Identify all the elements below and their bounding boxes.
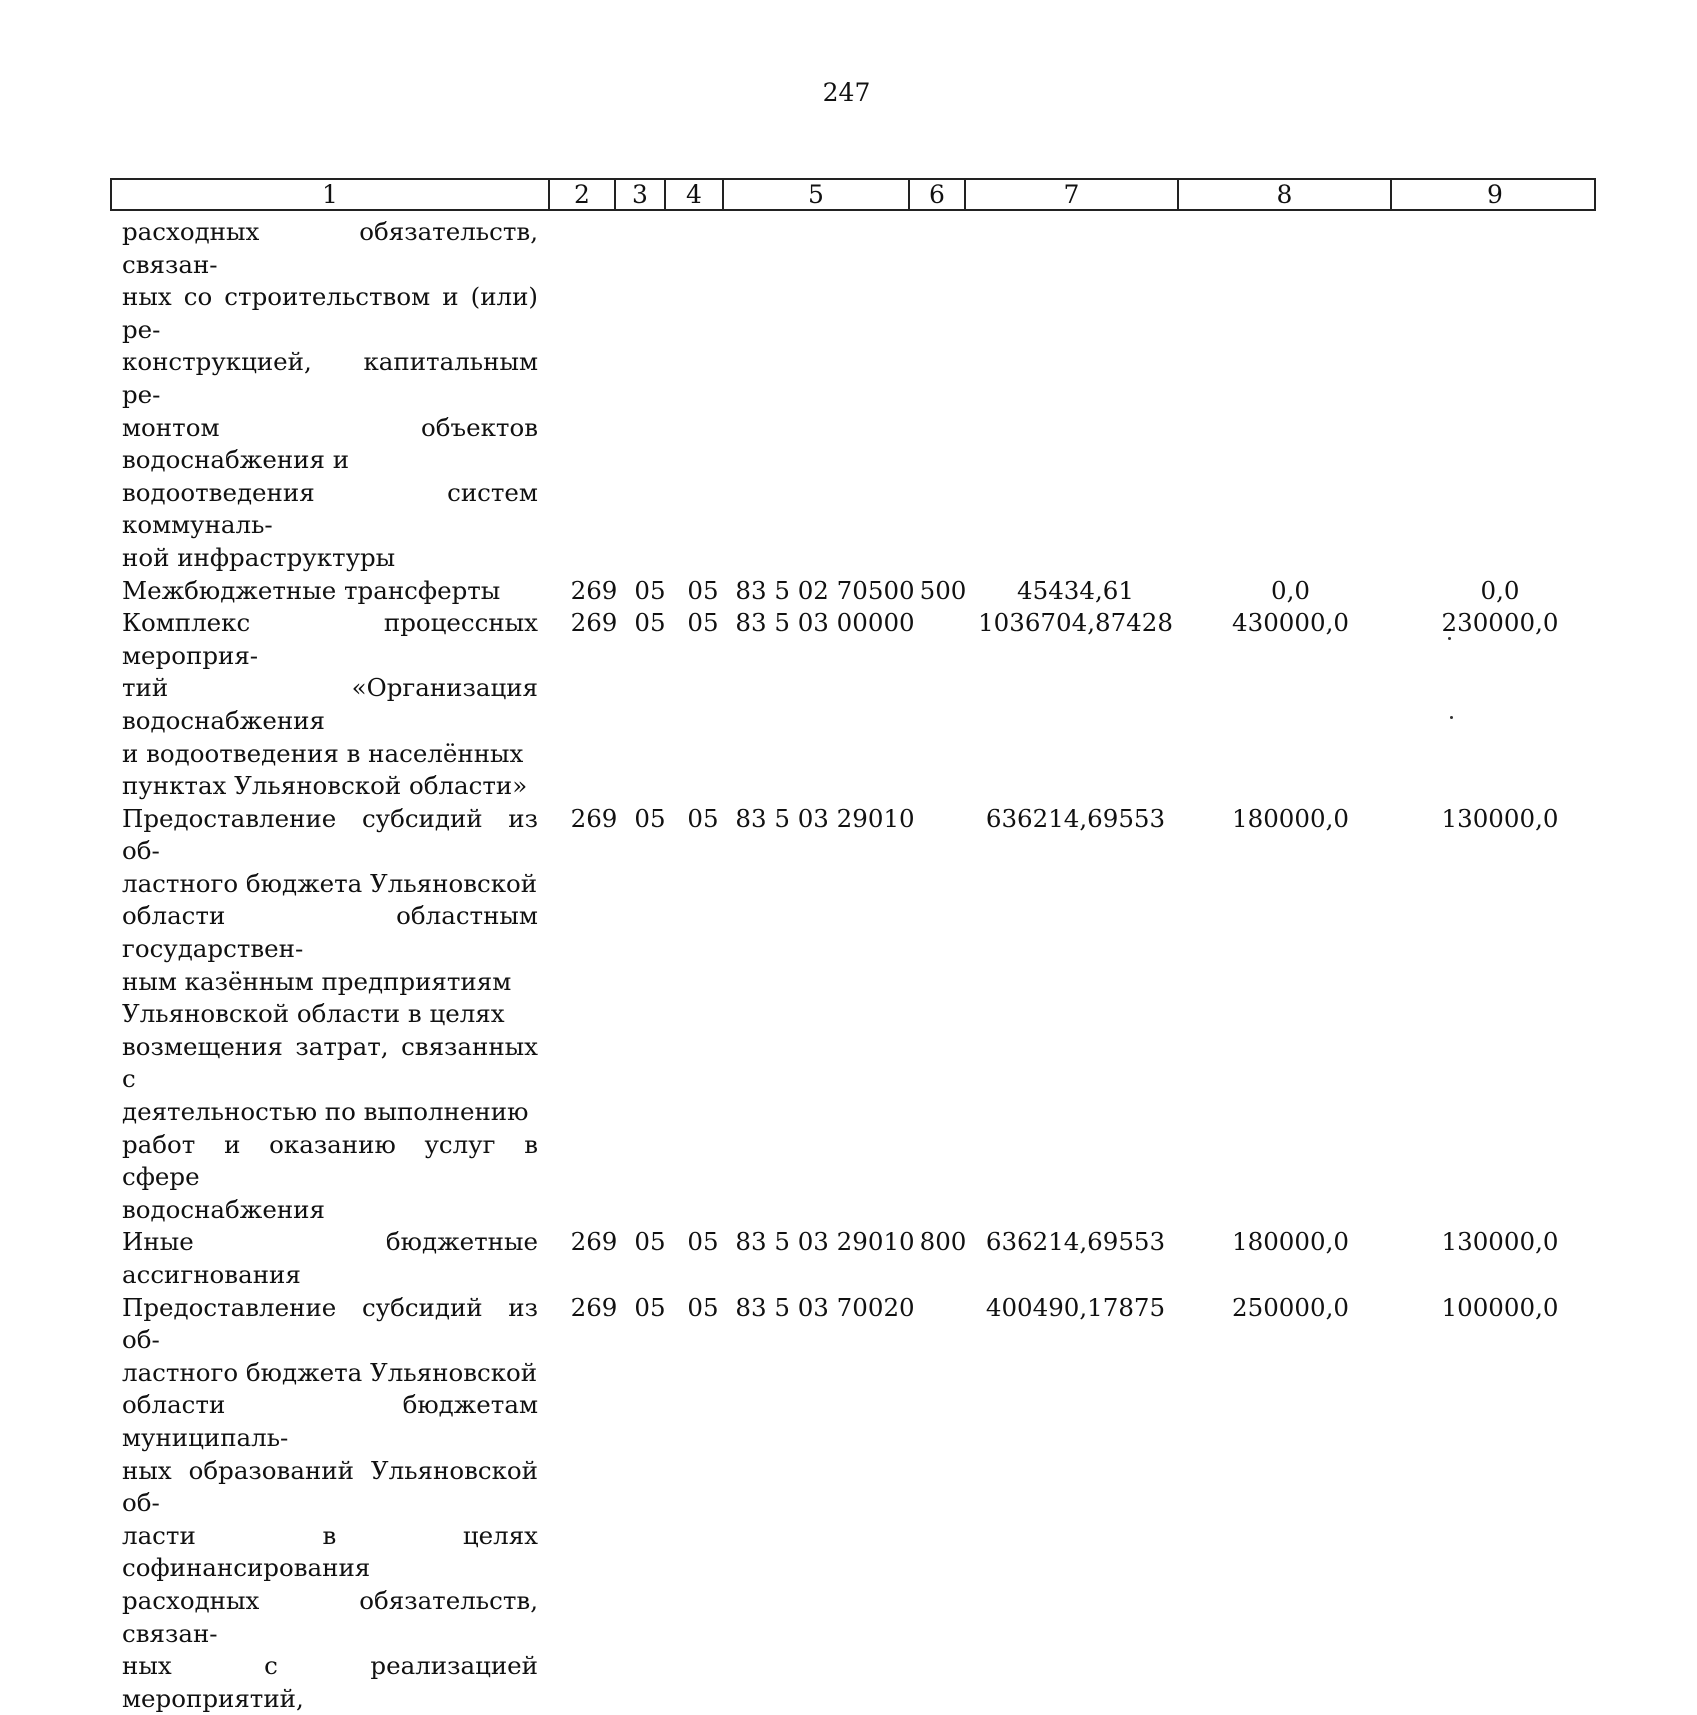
cell-col-9: 230000,0: [1441, 608, 1559, 638]
header-col-1: 1: [112, 180, 550, 209]
cell-col-7: [968, 216, 1183, 575]
header-col-4: 4: [666, 180, 724, 209]
cell-col-8: 180000,0: [1232, 1227, 1349, 1257]
cell-col-7: 636214,69553: [985, 803, 1166, 833]
cell-col-9: [1398, 216, 1602, 575]
row-description: расходных обязательств, связан- ных со строительством и (или) ре- конструкцией, капитальным ре- монтом объектов водоснабжения и водоотведения систем коммуналь- ной инфраструктуры: [122, 217, 538, 572]
cell-col-4: 05: [687, 608, 719, 638]
cell-col-8: 180000,0: [1232, 803, 1349, 833]
table-row: [122, 803, 1602, 1227]
table-row: [122, 1226, 1602, 1291]
table-row: [122, 607, 1602, 803]
table-body: [122, 216, 1602, 1715]
page-number: 247: [822, 78, 871, 107]
cell-col-9: 130000,0: [1441, 1227, 1559, 1257]
cell-col-6: [918, 607, 968, 803]
cell-col-3: 05: [634, 1227, 666, 1257]
cell-col-8: 250000,0: [1232, 1292, 1349, 1322]
cell-col-4: [674, 216, 732, 575]
cell-col-4: 05: [687, 1227, 719, 1257]
table-header: [110, 178, 1596, 211]
cell-col-2: [562, 216, 626, 575]
cell-col-2: 269: [570, 575, 618, 605]
cell-col-2: 269: [570, 1292, 618, 1322]
row-description: Предоставление субсидий из об- ластного бюджета Ульяновской области областным государствен- ным казённым предприятиям Ульяновской области в целях возмещения затрат, связанных с деятельностью по выполнению работ и оказанию услуг в сфере водоснабжения: [122, 803, 538, 1224]
header-col-6: 6: [910, 180, 966, 209]
cell-col-5: 83 5 03 29010: [735, 803, 915, 833]
cell-col-5: 83 5 03 70020: [735, 1292, 915, 1322]
cell-col-9: 130000,0: [1441, 803, 1559, 833]
cell-col-5: [732, 216, 918, 575]
cell-col-6: [918, 1292, 968, 1715]
cell-col-3: 05: [634, 1292, 666, 1322]
header-col-8: 8: [1179, 180, 1392, 209]
scan-speck: [1450, 716, 1453, 719]
cell-col-7: 1036704,87428: [978, 608, 1173, 638]
cell-col-7: 45434,61: [1017, 575, 1134, 605]
row-description: Предоставление субсидий из об- ластного бюджета Ульяновской области бюджетам муниципаль- ных образований Ульяновской об- ласти в целях софинансирования расходных обязательств, связан- ных с реализацией мероприятий,: [122, 1292, 538, 1713]
table-row: [122, 1292, 1602, 1715]
row-description: Иные бюджетные ассигнования: [122, 1227, 538, 1289]
cell-col-2: 269: [570, 608, 618, 638]
cell-col-6: [918, 803, 968, 1227]
cell-col-3: 05: [634, 803, 666, 833]
header-col-5: 5: [724, 180, 910, 209]
row-description: Комплекс процессных мероприя- тий «Организация водоснабжения и водоотведения в населённых пунктах Ульяновской области»: [122, 608, 538, 801]
cell-col-8: 430000,0: [1232, 608, 1349, 638]
row-description: Межбюджетные трансферты: [122, 575, 501, 605]
cell-col-2: 269: [570, 803, 618, 833]
scan-speck: [1448, 637, 1451, 640]
header-col-3: 3: [616, 180, 666, 209]
header-col-9: 9: [1487, 180, 1503, 209]
cell-col-3: 05: [634, 575, 666, 605]
cell-col-7: 636214,69553: [985, 1227, 1166, 1257]
cell-col-5: 83 5 03 00000: [735, 608, 915, 638]
table-row: [122, 575, 1602, 608]
cell-col-5: 83 5 03 29010: [735, 1227, 915, 1257]
table-row: [122, 216, 1602, 575]
cell-col-7: 400490,17875: [985, 1292, 1166, 1322]
cell-col-3: [626, 216, 674, 575]
cell-col-9: 100000,0: [1441, 1292, 1559, 1322]
cell-col-3: 05: [634, 608, 666, 638]
header-col-7: 7: [966, 180, 1179, 209]
cell-col-2: 269: [570, 1227, 618, 1257]
cell-col-4: 05: [687, 803, 719, 833]
cell-col-6: 500: [919, 575, 967, 605]
cell-col-6: [918, 216, 968, 575]
cell-col-9: 0,0: [1480, 575, 1520, 605]
cell-col-6: 800: [919, 1227, 967, 1257]
cell-col-4: 05: [687, 1292, 719, 1322]
cell-col-4: 05: [687, 575, 719, 605]
cell-col-8: [1183, 216, 1398, 575]
cell-col-5: 83 5 02 70500: [735, 575, 915, 605]
cell-col-8: 0,0: [1271, 575, 1310, 605]
header-col-2: 2: [550, 180, 616, 209]
